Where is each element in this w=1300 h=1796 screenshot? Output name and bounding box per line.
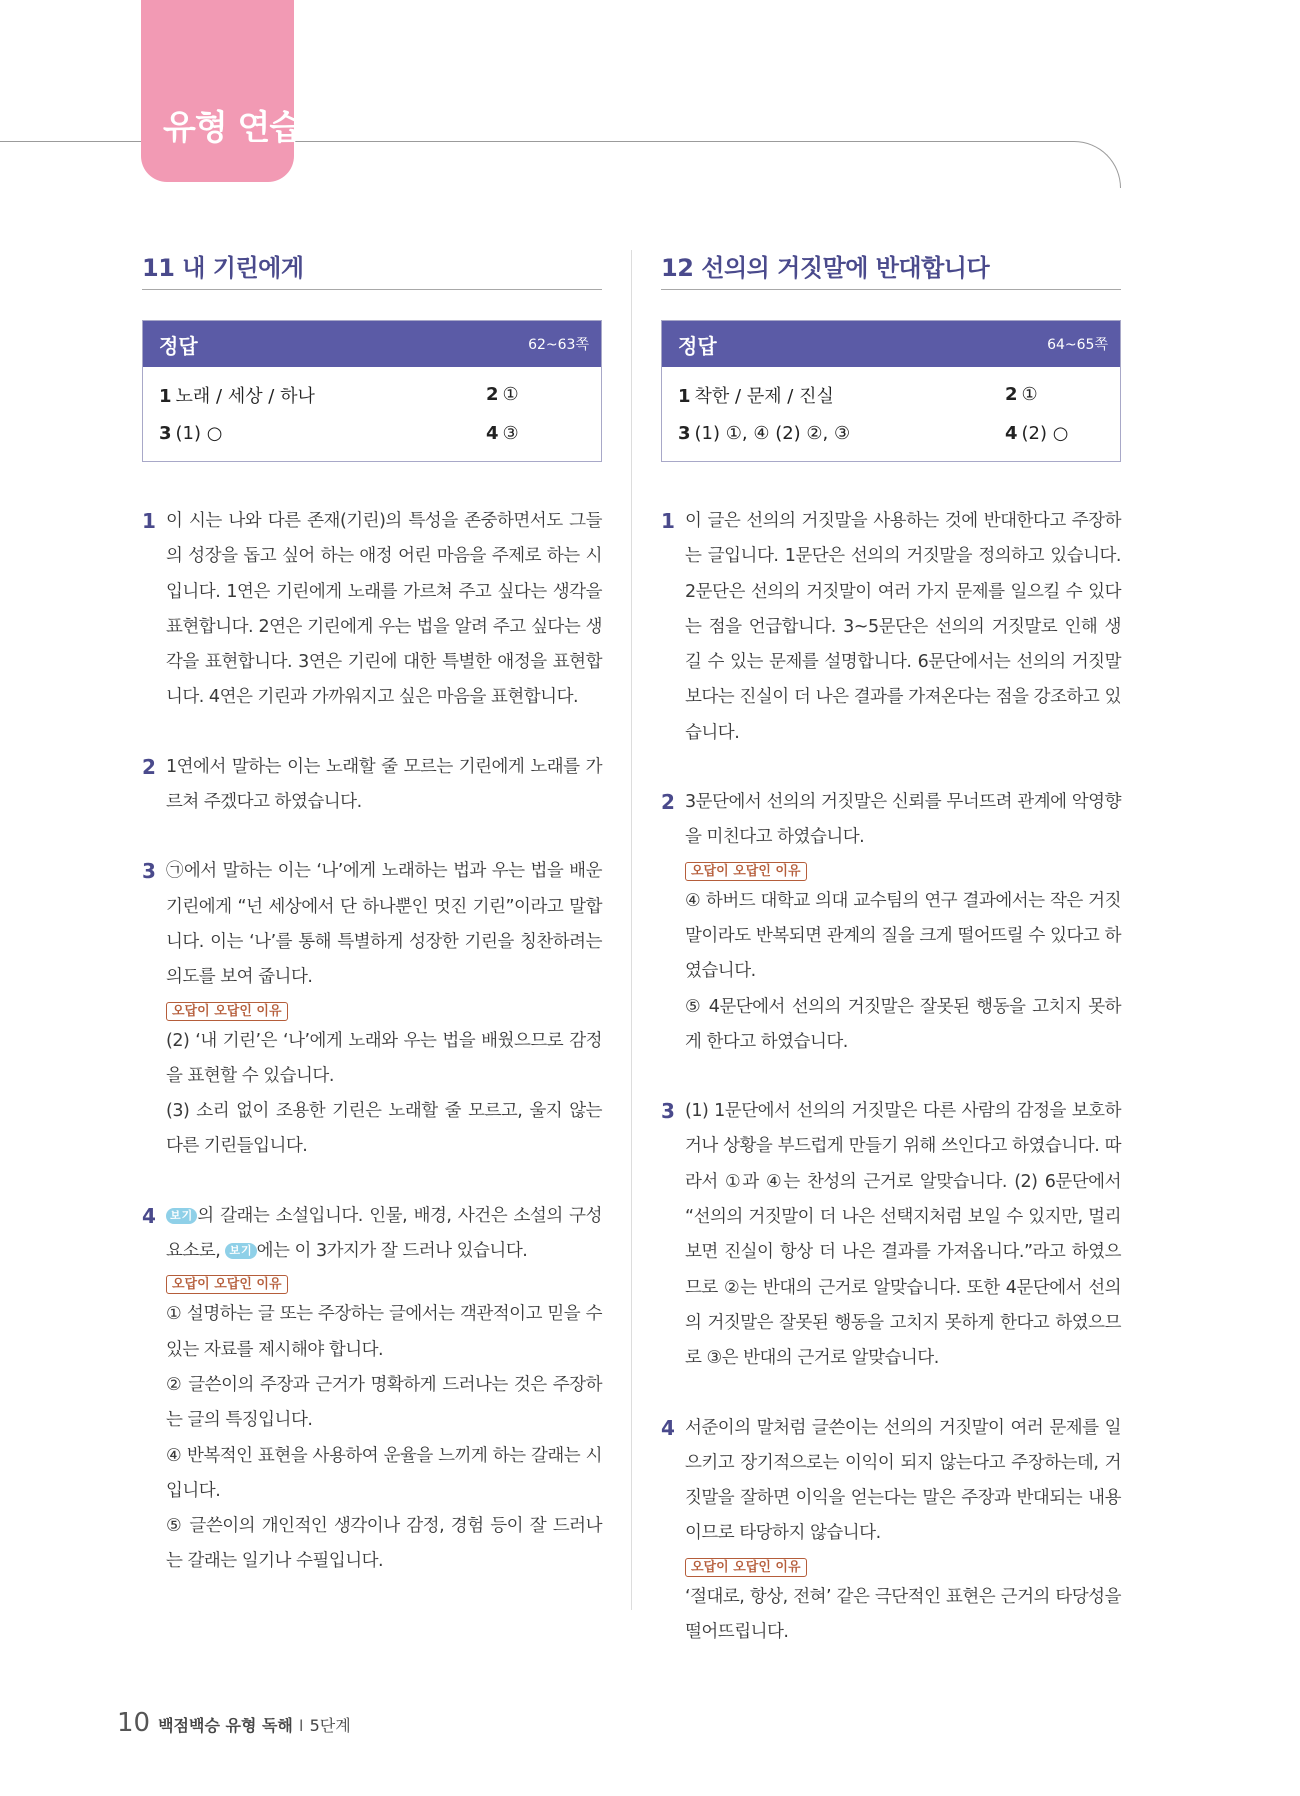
reason-text: (2) ‘내 기린’은 ‘나’에게 노래와 우는 법을 배웠으므로 감정을 표현할 수 있습니다.	[166, 1030, 602, 1086]
explanation-item	[142, 854, 602, 1164]
answer-number: 1	[159, 385, 172, 407]
reason-text: ‘절대로, 항상, 전혀’ 같은 극단적인 표현은 근거의 타당성을 떨어뜨립니다.	[685, 1586, 1121, 1643]
answer-number: 1	[678, 385, 691, 407]
left-answer-body	[143, 367, 601, 461]
answer-value: 착한 / 문제 / 진실	[694, 385, 834, 407]
answer-number: 4	[1005, 423, 1018, 444]
reason-text: ⑤ 4문단에서 선의의 거짓말은 잘못된 행동을 고치지 못하게 한다고 하였습니다.	[685, 996, 1121, 1052]
explanation-text-part: 에는 이 3가지가 잘 드러나 있습니다.	[256, 1241, 528, 1262]
answer-label: 정답	[678, 333, 717, 358]
explanation-number: 1	[661, 509, 675, 533]
reason-text: (3) 소리 없이 조용한 기린은 노래할 줄 모르고, 울지 않는 다른 기린들입니다.	[166, 1101, 602, 1157]
answer-value: (2) ○	[1021, 423, 1069, 444]
explanation-item	[661, 504, 1121, 751]
explanation-text: 이 시는 나와 다른 존재(기린)의 특성을 존중하면서도 그들의 성장을 돕고 싶어 하는 애정 어린 마음을 주제로 하는 시입니다. 1연은 기린에게 노래를 가르쳐 주고 싶다는 생각을 표현합니다. 2연은 기린에게 우는 법을 알려 주고 싶다는 생각을 표현합니다. 3연은 기린에 대한 특별한 애정을 표현합니다. 4연은 기린과 가까워지고 싶은 마음을 표현합니다.	[166, 511, 602, 708]
explanation-text: (1) 1문단에서 선의의 거짓말은 다른 사람의 감정을 보호하거나 상황을 부드럽게 만들기 위해 쓰인다고 하였습니다. 따라서 ①과 ④는 찬성의 근거로 알맞습니다. (2) 6문단에서 “선의의 거짓말이 더 나은 선택지처럼 보일 수 있지만, 멀리 보면 진실이 항상 더 나은 결과를 가져옵니다.”라고 하였으므로 ②는 반대의 근거로 알맞습니다. 또한 4문단에서 선의의 거짓말은 잘못된 행동을 고치지 못하게 한다고 하였으므로 ③은 반대의 근거로 알맞습니다.	[685, 1101, 1121, 1369]
header-rule-curve	[1060, 141, 1121, 188]
right-answer-box	[661, 320, 1121, 462]
answer-number: 2	[1005, 384, 1018, 405]
left-answer-box	[142, 320, 602, 462]
book-level: 5단계	[309, 1716, 351, 1735]
bogi-badge: 보기	[225, 1243, 256, 1259]
left-section-title: 11 내 기린에게	[142, 248, 602, 290]
explanation-item	[142, 750, 602, 821]
explanation-number: 2	[142, 754, 156, 779]
answer-value: (1) ○	[175, 423, 223, 444]
explanation-number: 4	[142, 1203, 156, 1228]
answer-row	[159, 375, 585, 414]
explanation-text: 1연에서 말하는 이는 노래할 줄 모르는 기린에게 노래를 가르쳐 주겠다고 하였습니다.	[166, 756, 602, 813]
left-explanations	[142, 504, 602, 1580]
reason-text: ⑤ 글쓴이의 개인적인 생각이나 감정, 경험 등이 잘 드러나는 갈래는 일기나 수필입니다.	[166, 1516, 602, 1572]
bogi-badge: 보기	[166, 1208, 197, 1224]
explanation-item	[661, 1094, 1121, 1376]
explanation-text: ㉠에서 말하는 이는 ‘나’에게 노래하는 법과 우는 법을 배운 기린에게 “넌 세상에서 단 하나뿐인 멋진 기린”이라고 말합니다. 이는 ‘나’를 통해 특별하게 성장한 기린을 칭찬하려는 의도를 보여 줍니다.	[166, 861, 602, 988]
answer-value: 노래 / 세상 / 하나	[175, 385, 315, 407]
page-footer	[117, 1708, 351, 1738]
explanation-text-part: 의 갈래는 소설입니다. 인물, 배경, 사건은 소설의 구성 요소로,	[166, 1205, 602, 1262]
wrong-answer-reason-tag: 오답이 오답인 이유	[166, 1275, 288, 1294]
right-explanations	[661, 504, 1121, 1650]
explanation-item	[142, 504, 602, 716]
reason-text: ④ 하버드 대학교 의대 교수팀의 연구 결과에서는 작은 거짓말이라도 반복되면 관계의 질을 크게 떨어뜨릴 수 있다고 하였습니다.	[685, 890, 1121, 982]
answer-row	[159, 414, 585, 453]
answer-row	[678, 375, 1104, 414]
explanation-item	[661, 1411, 1121, 1651]
answer-number: 4	[486, 423, 499, 444]
answer-value: ①	[1021, 384, 1038, 405]
page-number: 10	[117, 1708, 151, 1738]
explanation-number: 4	[661, 1415, 675, 1440]
explanation-number: 2	[661, 790, 675, 815]
reason-text: ① 설명하는 글 또는 주장하는 글에서는 객관적이고 믿을 수 있는 자료를 제시해야 합니다.	[166, 1304, 602, 1360]
left-column	[142, 248, 602, 1614]
answer-number: 2	[486, 384, 499, 405]
left-answer-header	[143, 321, 601, 367]
right-answer-body	[662, 367, 1120, 461]
right-column	[661, 248, 1121, 1684]
answer-row	[678, 414, 1104, 453]
explanation-number: 3	[142, 859, 156, 884]
reason-text: ④ 반복적인 표현을 사용하여 운율을 느끼게 하는 갈래는 시입니다.	[166, 1445, 602, 1501]
reason-text: ② 글쓴이의 주장과 근거가 명확하게 드러나는 것은 주장하는 글의 특징입니다.	[166, 1374, 602, 1431]
section-tab-title: 유형 연습	[163, 108, 302, 148]
explanation-number: 3	[661, 1099, 675, 1124]
explanation-item	[661, 785, 1121, 1060]
right-answer-header	[662, 321, 1120, 367]
explanation-text: 3문단에서 선의의 거짓말은 신뢰를 무너뜨려 관계에 악영향을 미친다고 하였습니다.	[685, 792, 1121, 848]
wrong-answer-reason-tag: 오답이 오답인 이유	[685, 862, 807, 881]
wrong-answer-reason-tag: 오답이 오답인 이유	[685, 1558, 807, 1577]
explanation-text: 이 글은 선의의 거짓말을 사용하는 것에 반대한다고 주장하는 글입니다. 1문단은 선의의 거짓말을 정의하고 있습니다. 2문단은 선의의 거짓말이 여러 가지 문제를 일으킬 수 있다는 점을 언급합니다. 3~5문단은 선의의 거짓말로 인해 생길 수 있는 문제를 설명합니다. 6문단에서는 선의의 거짓말보다는 진실이 더 나은 결과를 가져온다는 점을 강조하고 있습니다.	[685, 511, 1121, 743]
book-title: 백점백승 유형 독해	[158, 1716, 293, 1735]
footer-separator: I	[298, 1716, 304, 1735]
wrong-answer-reason-tag: 오답이 오답인 이유	[166, 1002, 288, 1021]
right-section-title: 12 선의의 거짓말에 반대합니다	[661, 248, 1121, 290]
answer-number: 3	[678, 423, 691, 444]
answer-value: ①	[502, 384, 519, 405]
answer-pages: 62~63쪽	[528, 337, 589, 353]
answer-number: 3	[159, 423, 172, 444]
column-divider	[631, 250, 632, 1610]
answer-value: (1) ①, ④ (2) ②, ③	[694, 423, 851, 444]
answer-label: 정답	[159, 333, 198, 358]
answer-pages: 64~65쪽	[1047, 337, 1108, 353]
explanation-text	[166, 1199, 602, 1270]
section-tab	[141, 0, 294, 182]
explanation-number: 1	[142, 509, 156, 533]
explanation-text: 서준이의 말처럼 글쓴이는 선의의 거짓말이 여러 문제를 일으키고 장기적으로는 이익이 되지 않는다고 주장하는데, 거짓말을 잘하면 이익을 얻는다는 말은 주장과 반대되는 내용이므로 타당하지 않습니다.	[685, 1417, 1121, 1544]
answer-value: ③	[502, 423, 519, 444]
explanation-item	[142, 1199, 602, 1580]
